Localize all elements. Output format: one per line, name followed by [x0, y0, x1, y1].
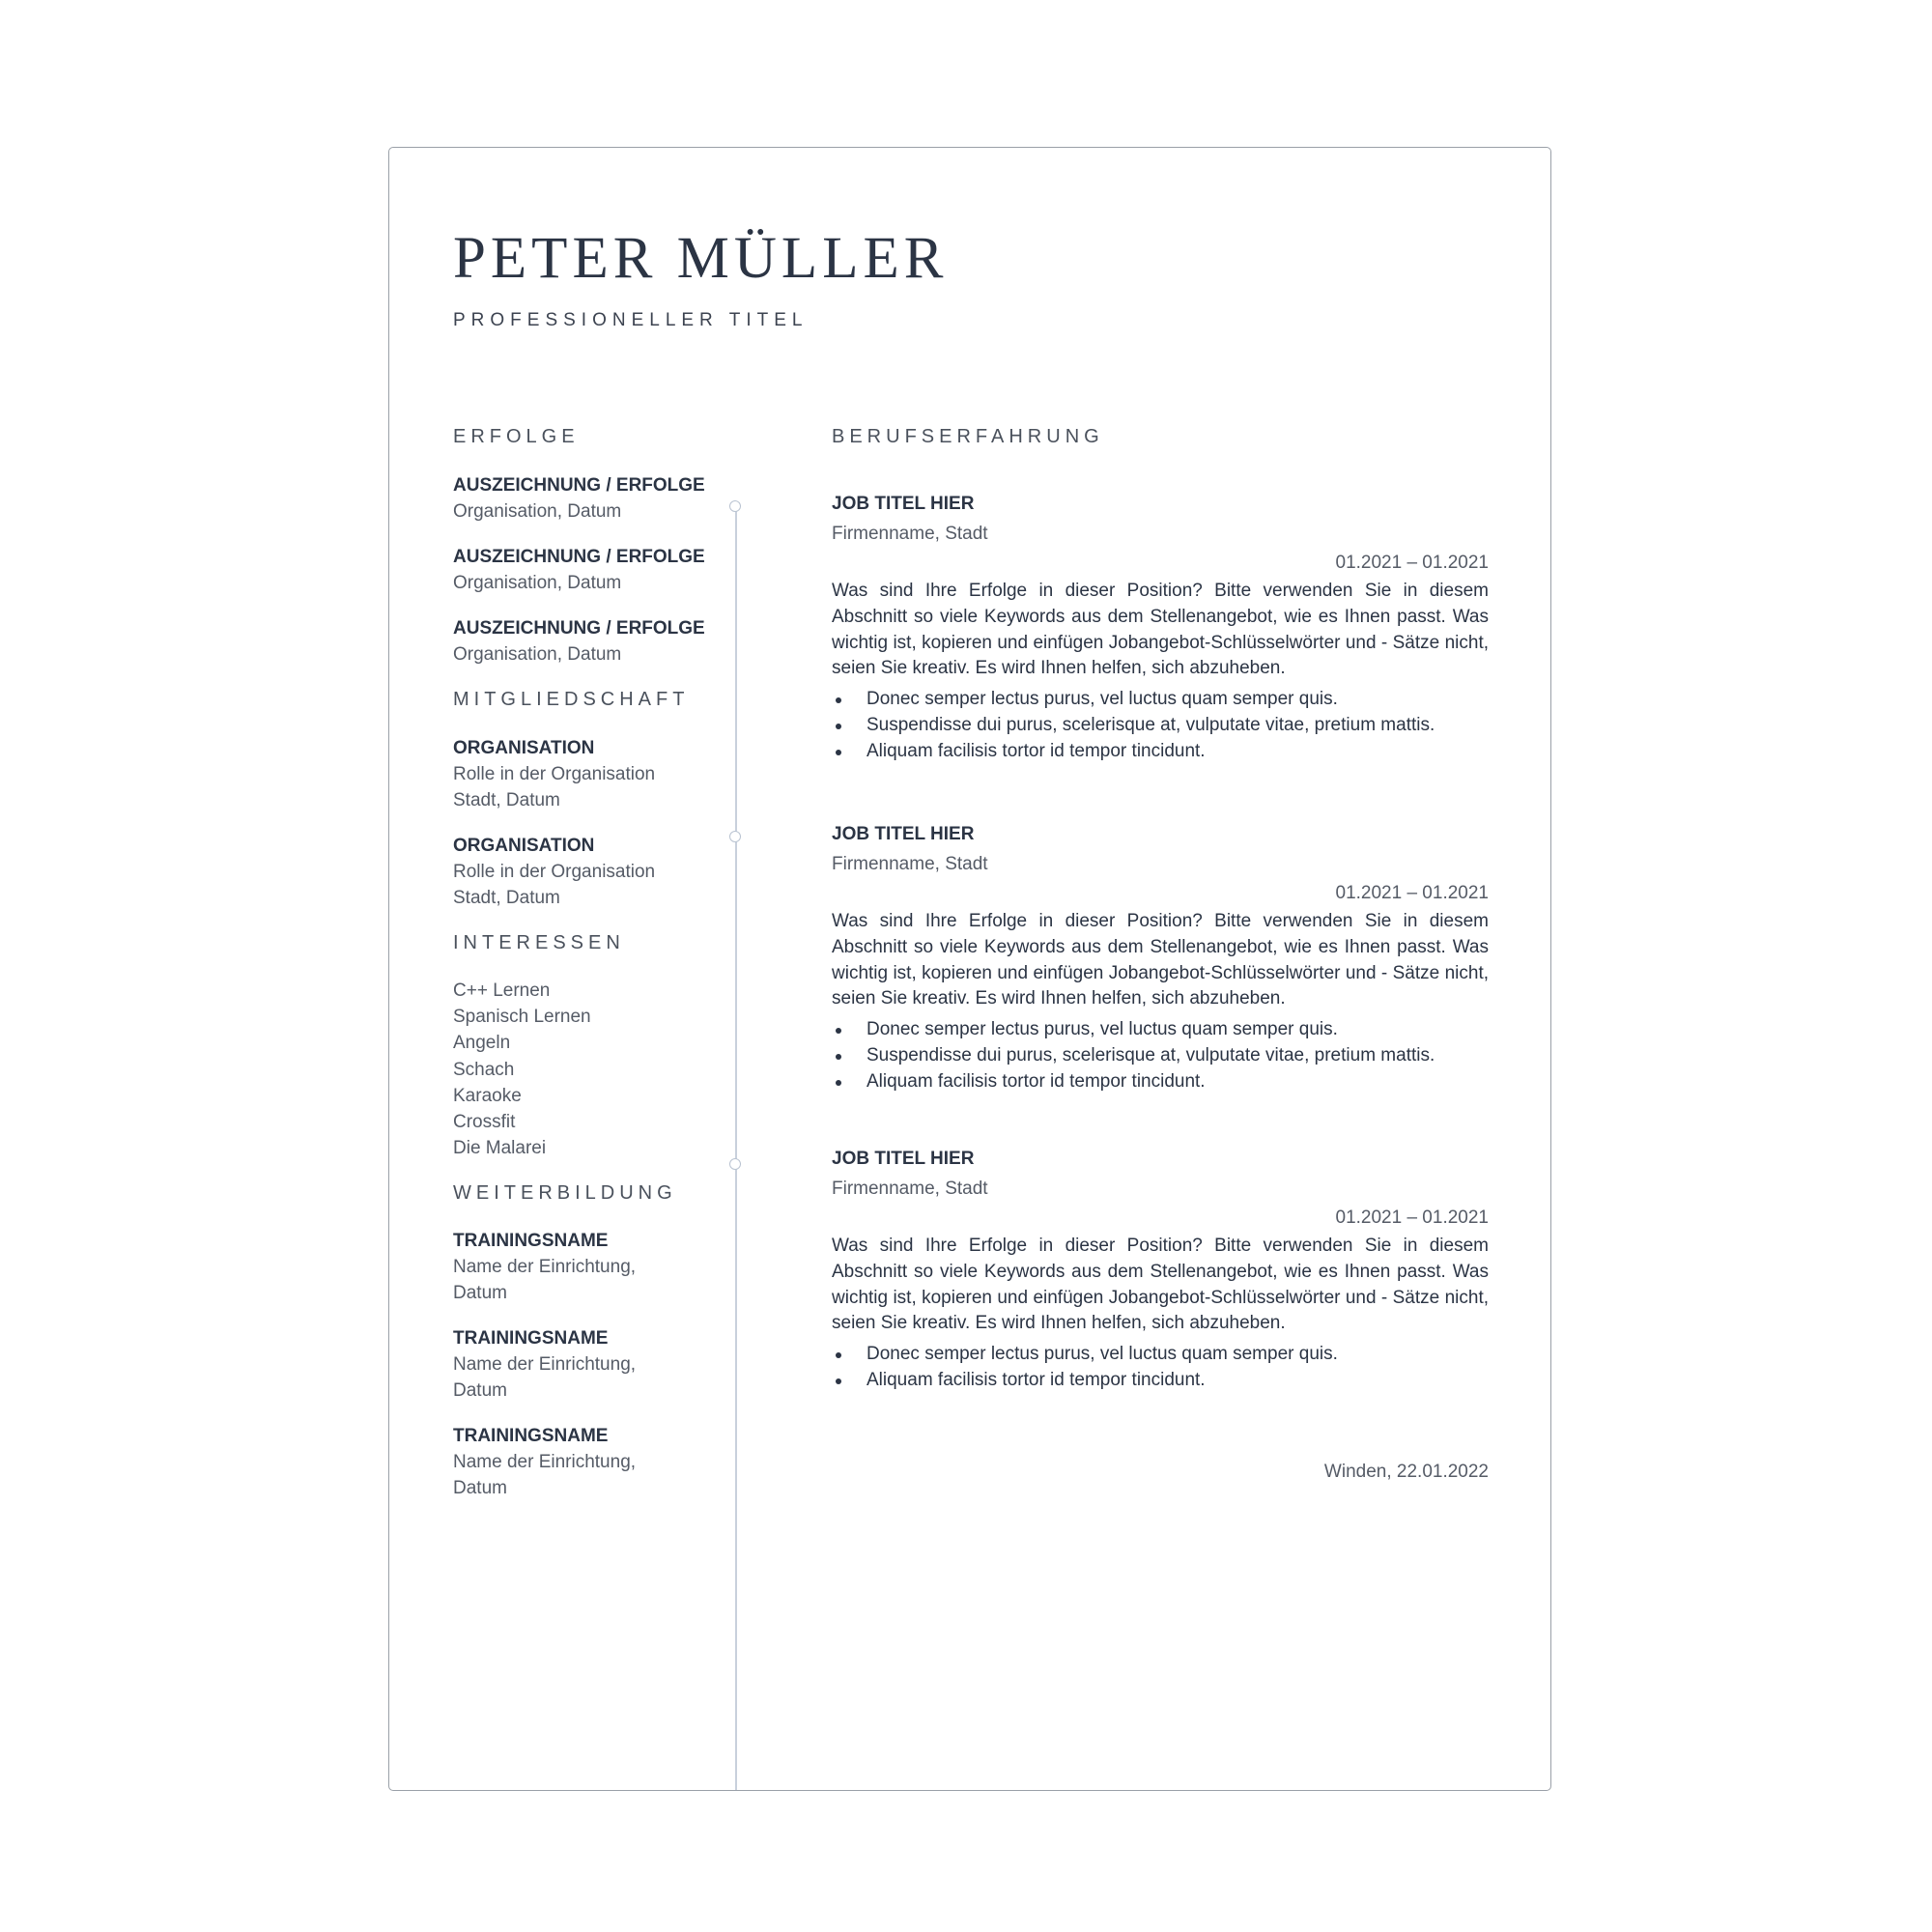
job-bullet: Suspendisse dui purus, scelerisque at, vulputate vitae, pretium mattis. [867, 1042, 1435, 1068]
interest-item: Schach [453, 1059, 515, 1080]
achievement-detail: Organisation, Datum [453, 501, 622, 522]
training-title: TRAININGSNAME [453, 1426, 609, 1446]
training-institution: Name der Einrichtung, [453, 1452, 637, 1472]
membership-detail: Stadt, Datum [453, 790, 560, 810]
person-name: PETER MÜLLER [453, 226, 949, 291]
place-date: Winden, 22.01.2022 [1323, 1462, 1489, 1482]
achievement-detail: Organisation, Datum [453, 573, 622, 593]
achievement-item [453, 472, 743, 525]
membership-item [453, 833, 743, 911]
job-company: Firmenname, Stadt [832, 524, 988, 544]
achievement-title: AUSZEICHNUNG / ERFOLGE [453, 475, 705, 496]
training-title: TRAININGSNAME [453, 1231, 609, 1251]
job-bullet: Aliquam facilisis tortor id tempor tincidunt. [867, 1068, 1435, 1094]
timeline-line [735, 505, 737, 1790]
achievement-item [453, 615, 743, 668]
job-bullets [832, 1341, 1338, 1393]
interest-item: C++ Lernen [453, 980, 551, 1001]
achievement-title: AUSZEICHNUNG / ERFOLGE [453, 547, 705, 567]
job-bullet: Donec semper lectus purus, vel luctus quam semper quis. [867, 686, 1435, 712]
membership-item [453, 735, 743, 813]
job-bullet: Donec semper lectus purus, vel luctus quam semper quis. [867, 1016, 1435, 1042]
membership-title: ORGANISATION [453, 836, 595, 856]
interest-item: Crossfit [453, 1112, 516, 1133]
job-company: Firmenname, Stadt [832, 854, 988, 874]
professional-title: PROFESSIONELLER TITEL [453, 310, 809, 330]
job-title: JOB TITEL HIER [832, 824, 975, 844]
achievement-detail: Organisation, Datum [453, 644, 622, 665]
training-date: Datum [453, 1478, 507, 1498]
interest-item: Angeln [453, 1033, 511, 1054]
job-bullets [832, 686, 1435, 765]
achievement-item [453, 544, 743, 596]
interests-list [453, 978, 591, 1161]
interest-item: Karaoke [453, 1085, 522, 1106]
resume-page [388, 147, 1551, 1791]
section-title-achievements: ERFOLGE [453, 426, 580, 447]
job-bullet: Aliquam facilisis tortor id tempor tincidunt. [867, 1367, 1338, 1393]
job-bullet: Donec semper lectus purus, vel luctus quam semper quis. [867, 1341, 1338, 1367]
interest-item: Spanisch Lernen [453, 1007, 591, 1028]
job-title: JOB TITEL HIER [832, 1149, 975, 1169]
interest-item: Die Malarei [453, 1138, 547, 1159]
job-description: Was sind Ihre Erfolge in dieser Position? Bitte verwenden Sie in diesem Abschnitt so viele Keywords aus dem Stellenangebot, wie es Ihnen passt. Was wichtig ist, kopieren und einfügen Jobangebot-Schlüsselwörter und - Sätze nicht, seien Sie kreativ. Es wird Ihnen helfen, sich abzuheben. [832, 911, 1489, 1009]
membership-role: Rolle in der Organisation [453, 862, 656, 882]
job-entry [832, 1146, 1489, 1435]
job-company: Firmenname, Stadt [832, 1179, 988, 1199]
section-title-education: WEITERBILDUNG [453, 1182, 677, 1204]
training-title: TRAININGSNAME [453, 1328, 609, 1349]
training-item [453, 1423, 743, 1501]
job-bullet: Suspendisse dui purus, scelerisque at, vulputate vitae, pretium mattis. [867, 712, 1435, 738]
achievement-title: AUSZEICHNUNG / ERFOLGE [453, 618, 705, 639]
section-title-interests: INTERESSEN [453, 932, 625, 953]
training-institution: Name der Einrichtung, [453, 1257, 637, 1277]
job-description: Was sind Ihre Erfolge in dieser Position? Bitte verwenden Sie in diesem Abschnitt so viele Keywords aus dem Stellenangebot, wie es Ihnen passt. Was wichtig ist, kopieren und einfügen Jobangebot-Schlüsselwörter und - Sätze nicht, seien Sie kreativ. Es wird Ihnen helfen, sich abzuheben. [832, 581, 1489, 679]
job-bullets [832, 1016, 1435, 1095]
training-date: Datum [453, 1283, 507, 1303]
membership-detail: Stadt, Datum [453, 888, 560, 908]
job-entry [832, 491, 1489, 800]
training-item [453, 1228, 743, 1306]
membership-title: ORGANISATION [453, 738, 595, 758]
section-title-membership: MITGLIEDSCHAFT [453, 689, 690, 710]
training-item [453, 1325, 743, 1404]
job-bullet: Aliquam facilisis tortor id tempor tincidunt. [867, 738, 1435, 764]
job-description: Was sind Ihre Erfolge in dieser Position? Bitte verwenden Sie in diesem Abschnitt so viele Keywords aus dem Stellenangebot, wie es Ihnen passt. Was wichtig ist, kopieren und einfügen Jobangebot-Schlüsselwörter und - Sätze nicht, seien Sie kreativ. Es wird Ihnen helfen, sich abzuheben. [832, 1236, 1489, 1334]
job-dates: 01.2021 – 01.2021 [1335, 1208, 1489, 1228]
membership-role: Rolle in der Organisation [453, 764, 656, 784]
job-dates: 01.2021 – 01.2021 [1335, 553, 1489, 573]
job-dates: 01.2021 – 01.2021 [1335, 883, 1489, 903]
timeline-dot [729, 1158, 741, 1170]
job-entry [832, 821, 1489, 1130]
job-title: JOB TITEL HIER [832, 494, 975, 514]
training-institution: Name der Einrichtung, [453, 1354, 637, 1375]
section-title-experience: BERUFSERFAHRUNG [832, 426, 1104, 447]
training-date: Datum [453, 1380, 507, 1401]
